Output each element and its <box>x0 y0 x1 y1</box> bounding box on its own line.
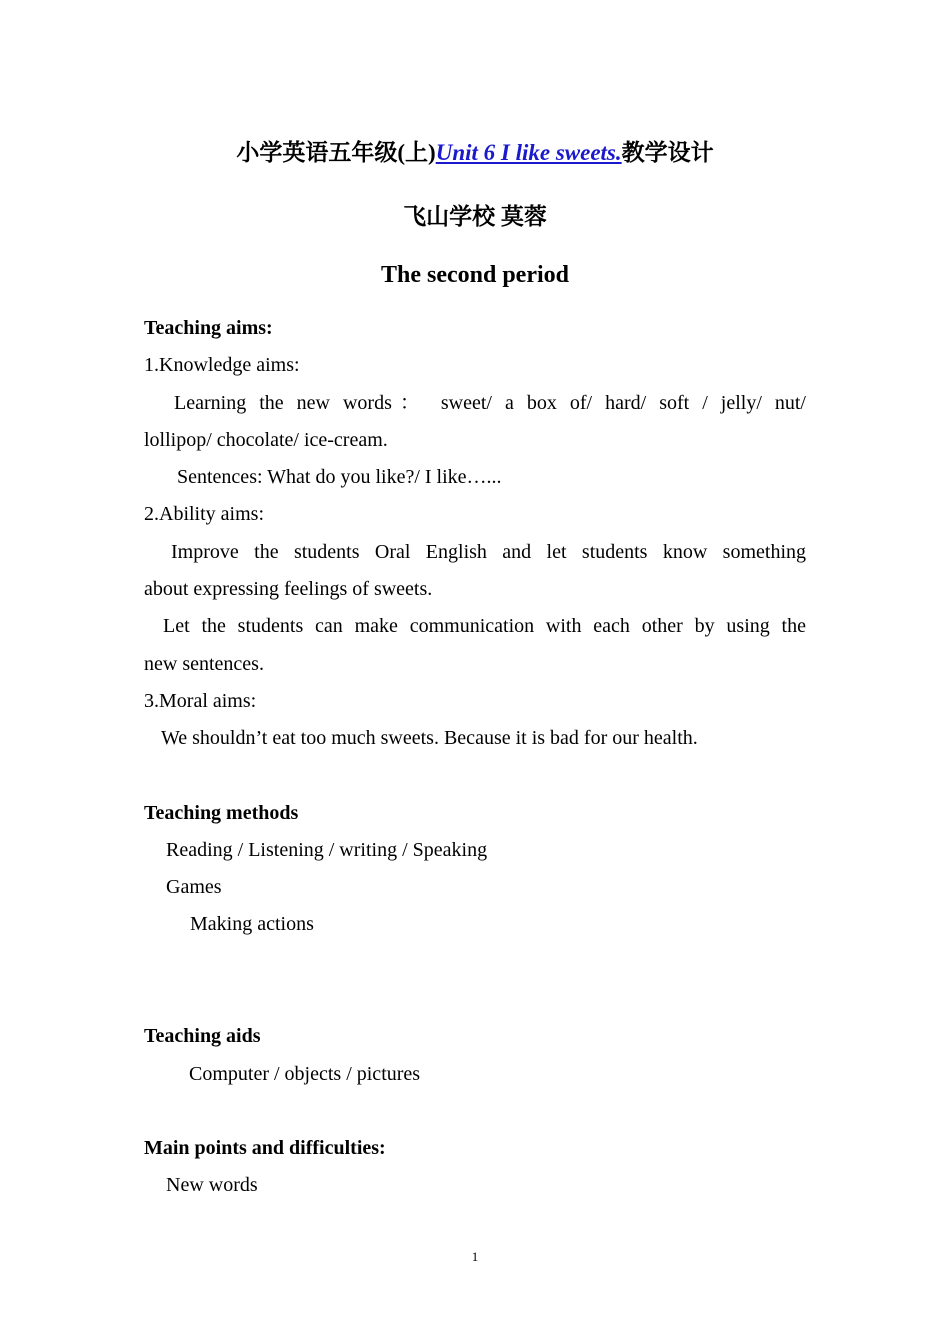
ability-aims-heading: 2.Ability aims: <box>144 503 264 525</box>
method-item: Games <box>166 876 222 898</box>
teaching-aims-heading: Teaching aims: <box>144 317 273 339</box>
knowledge-aims-heading: 1.Knowledge aims: <box>144 354 300 376</box>
knowledge-words-line: Learning the new words： sweet/ a box of/ hard/ soft / jelly/ nut/ <box>174 392 806 414</box>
document-title <box>0 134 950 167</box>
teaching-methods-heading: Teaching methods <box>144 802 299 824</box>
unit-link[interactable]: Unit 6 I like sweets. <box>435 140 622 165</box>
teaching-aids-line: Computer / objects / pictures <box>189 1063 421 1085</box>
moral-aims-heading: 3.Moral aims: <box>144 690 257 712</box>
ability-aims-line-continued: about expressing feelings of sweets. <box>144 578 433 600</box>
knowledge-words-line-continued: lollipop/ chocolate/ ice-cream. <box>144 429 388 451</box>
method-item: Making actions <box>190 913 314 935</box>
knowledge-sentences: Sentences: What do you like?/ I like…... <box>177 466 502 488</box>
communication-line: Let the students can make communication with each other by using the <box>163 615 806 637</box>
main-points-line: New words <box>166 1174 258 1196</box>
period-title: The second period <box>380 262 569 288</box>
communication-line-continued: new sentences. <box>144 653 264 675</box>
title-suffix: 教学设计 <box>621 140 714 165</box>
ability-aims-line: Improve the students Oral English and let students know something <box>171 541 806 563</box>
title-prefix: 小学英语五年级(上) <box>236 140 436 165</box>
teaching-aids-heading: Teaching aids <box>144 1025 261 1047</box>
method-item: Reading / Listening / writing / Speaking <box>166 839 488 861</box>
school-author: 飞山学校 莫蓉 <box>403 204 547 229</box>
page-number: 1 <box>471 1249 479 1264</box>
moral-aims-line: We shouldn’t eat too much sweets. Because it is bad for our health. <box>161 727 698 749</box>
main-points-heading: Main points and difficulties: <box>144 1137 386 1159</box>
